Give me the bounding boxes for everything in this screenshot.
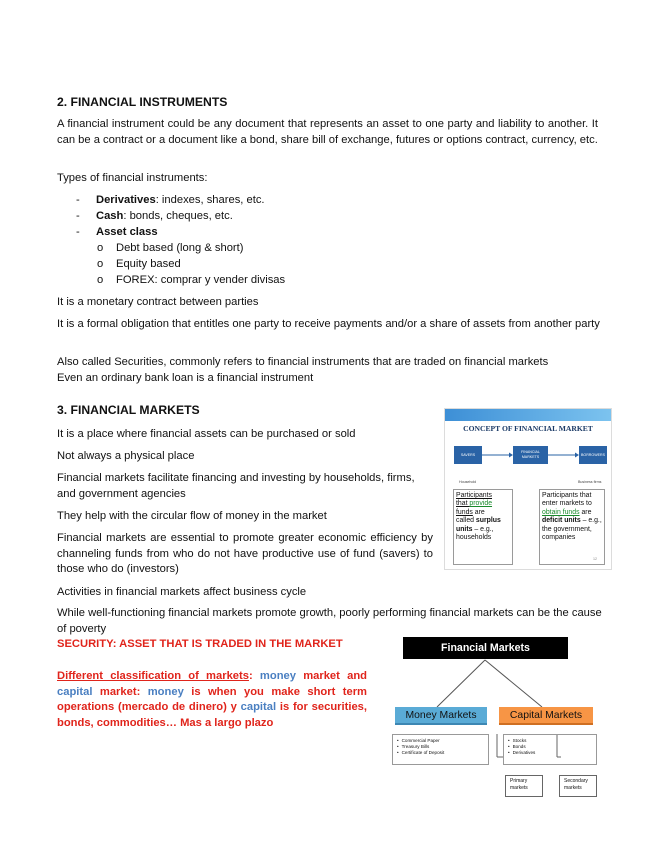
list-item: • Bonds [514,744,593,750]
sub-bullet: o [97,274,104,286]
types-label: Types of financial instruments: [57,172,208,184]
para-facilitate: Financial markets facilitate financing and investing by households, firms, and government agencies [57,472,415,500]
capital-markets-list [503,734,597,765]
bullet-asset-class: - [76,226,80,238]
money-markets-list [392,734,489,765]
capital-markets-box: Capital Markets [499,707,593,725]
asset-sub-forex: FOREX: comprar y vender divisas [116,274,286,286]
savers-box: SAVERS [454,446,482,464]
section-2-title: 2. FINANCIAL INSTRUMENTS [57,95,228,109]
money-markets-box: Money Markets [395,707,487,725]
asset-sub-equity: Equity based [116,258,181,270]
para-securities: Also called Securities, commonly refers to financial instruments that are traded on financial markets [57,356,549,368]
concept-financial-market-figure [444,408,612,570]
para-not-physical: Not always a physical place [57,450,195,462]
asset-sub-debt: Debt based (long & short) [116,242,244,254]
para-monetary-contract: It is a monetary contract between parties [57,296,259,308]
type-derivatives: Derivatives: indexes, shares, etc. [96,194,265,206]
markets-classification: Different classification of markets: money market and capital market: money is when you make short term operations (mercado de dinero) y capital is for securities, bonds, commodities… Mas a largo plazo [57,670,367,729]
type-asset-class: Asset class [96,226,158,238]
para-circular-flow: They help with the circular flow of money in the market [57,510,327,522]
list-item: • Stocks [514,738,593,744]
para-growth-poverty: While well-functioning financial markets promote growth, poorly performing financial markets can be the cause of poverty [57,607,602,635]
list-item: • Certificate of Deposit [403,750,485,756]
financial-markets-box: FINANCIAL MARKETS [513,446,548,464]
slide-page-number: 12 [593,557,597,561]
section-3-title: 3. FINANCIAL MARKETS [57,403,200,417]
list-item: • Derivatives [514,750,593,756]
security-definition: SECURITY: ASSET THAT IS TRADED IN THE MARKET [57,638,343,650]
para-business-cycle: Activities in financial markets affect business cycle [57,586,307,598]
bullet-cash: - [76,210,80,222]
deficit-units-card: Participants that enter markets to obtain funds are deficit units – e.g., the government, companies [539,489,605,565]
sub-bullet: o [97,258,104,270]
primary-markets-box: Primary markets [505,775,543,797]
para-formal-obligation: It is a formal obligation that entitles one party to receive payments and/or a share of assets from another party [57,318,600,330]
para-place: It is a place where financial assets can be purchased or sold [57,428,356,440]
para-efficiency: Financial markets are essential to promote greater economic efficiency by channeling funds from who do not have productive use of fund (savers) to those who do (investors) [57,532,433,575]
concept-title: CONCEPT OF FINANCIAL MARKET [463,424,593,433]
household-label: Household [459,480,477,484]
para-bank-loan: Even an ordinary bank loan is a financial instrument [57,372,314,384]
type-cash: Cash: bonds, cheques, etc. [96,210,233,222]
sub-bullet: o [97,242,104,254]
surplus-units-card: Participants that provide funds are called surplus units – e.g., households [453,489,513,565]
section-2-intro: A financial instrument could be any document that represents an asset to one party and liability to another. It can be a contract or a document like a bond, share bill of exchange, futures or options contract, currency, etc. [57,118,598,146]
financial-markets-title: Financial Markets [403,637,568,659]
bullet-derivatives: - [76,194,80,206]
list-item: • Commercial Paper [403,738,485,744]
borrowers-box: BORROWERS [579,446,607,464]
business-label: Business firms [578,480,602,484]
list-item: • Treasury Bills [403,744,485,750]
secondary-markets-box: Secondary markets [559,775,597,797]
